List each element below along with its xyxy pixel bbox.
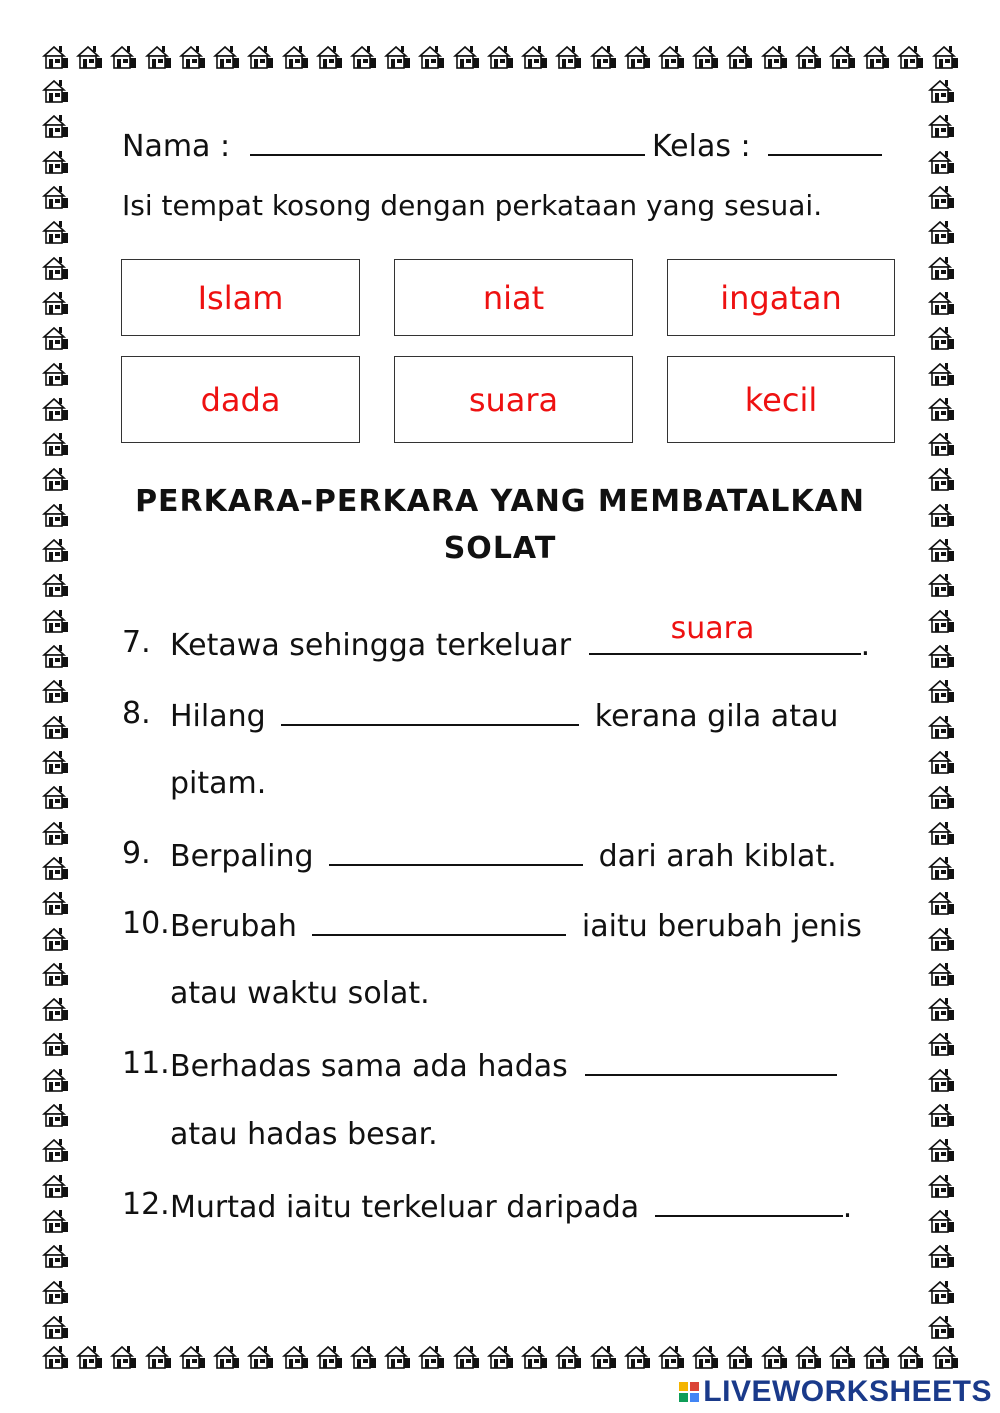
class-label: Kelas : bbox=[652, 129, 751, 164]
logo-icon bbox=[679, 1382, 699, 1402]
house-icon bbox=[863, 1344, 891, 1370]
title-line-2: SOLAT bbox=[443, 531, 557, 566]
house-icon bbox=[692, 44, 720, 70]
house-icon bbox=[928, 1243, 956, 1269]
house-icon bbox=[42, 1243, 70, 1269]
house-icon bbox=[42, 1031, 70, 1057]
name-label: Nama : bbox=[122, 129, 231, 164]
question-number: 10. bbox=[122, 906, 170, 941]
house-icon bbox=[795, 44, 823, 70]
house-icon bbox=[42, 361, 70, 387]
question-text bbox=[170, 694, 838, 737]
house-icon bbox=[487, 1344, 515, 1370]
house-icon bbox=[42, 184, 70, 210]
house-icon bbox=[110, 1344, 138, 1370]
house-icon bbox=[213, 1344, 241, 1370]
house-icon bbox=[487, 44, 515, 70]
question-text bbox=[170, 611, 871, 666]
house-icon bbox=[928, 926, 956, 952]
house-icon bbox=[590, 44, 618, 70]
question-text-before: Hilang bbox=[170, 699, 266, 734]
house-icon bbox=[42, 502, 70, 528]
house-icon bbox=[761, 44, 789, 70]
logo-text: LIVEWORKSHEETS bbox=[703, 1375, 992, 1408]
house-icon bbox=[897, 1344, 925, 1370]
house-icon bbox=[928, 608, 956, 634]
house-icon bbox=[624, 1344, 652, 1370]
name-blank[interactable] bbox=[250, 124, 645, 156]
house-icon bbox=[42, 466, 70, 492]
house-icon bbox=[42, 678, 70, 704]
house-icon bbox=[829, 1344, 857, 1370]
answer-blank[interactable] bbox=[589, 611, 861, 655]
house-icon bbox=[928, 643, 956, 669]
house-icon bbox=[453, 44, 481, 70]
liveworksheets-logo[interactable] bbox=[679, 1375, 992, 1409]
house-icon bbox=[42, 820, 70, 846]
word-box[interactable]: dada bbox=[121, 356, 360, 443]
house-icon bbox=[42, 572, 70, 598]
question-text bbox=[170, 834, 837, 877]
house-icon bbox=[624, 44, 652, 70]
name-row bbox=[122, 124, 645, 167]
house-icon bbox=[316, 44, 344, 70]
house-icon bbox=[928, 749, 956, 775]
instruction: Isi tempat kosong dengan perkataan yang sesuai. bbox=[122, 189, 823, 222]
class-blank[interactable] bbox=[768, 124, 882, 156]
house-icon bbox=[42, 996, 70, 1022]
house-icon bbox=[928, 1137, 956, 1163]
word-box[interactable]: niat bbox=[394, 259, 633, 336]
border-right bbox=[928, 78, 960, 1340]
question-10-continued: atau waktu solat. bbox=[170, 976, 430, 1011]
border-bottom bbox=[42, 1344, 960, 1372]
house-icon bbox=[42, 78, 70, 104]
house-icon bbox=[928, 255, 956, 281]
house-icon bbox=[42, 537, 70, 563]
house-icon bbox=[42, 1067, 70, 1093]
house-icon bbox=[42, 784, 70, 810]
house-icon bbox=[928, 996, 956, 1022]
question-text bbox=[170, 1044, 837, 1087]
house-icon bbox=[179, 1344, 207, 1370]
house-icon bbox=[928, 78, 956, 104]
house-icon bbox=[932, 1344, 960, 1370]
house-icon bbox=[928, 290, 956, 316]
house-icon bbox=[42, 431, 70, 457]
house-icon bbox=[42, 890, 70, 916]
house-icon bbox=[42, 749, 70, 775]
question-number: 8. bbox=[122, 696, 151, 731]
house-icon bbox=[42, 608, 70, 634]
house-icon bbox=[928, 1279, 956, 1305]
question-number: 11. bbox=[122, 1046, 170, 1081]
house-icon bbox=[928, 431, 956, 457]
question-text-before: Ketawa sehingga terkeluar bbox=[170, 628, 572, 663]
house-icon bbox=[282, 44, 310, 70]
house-icon bbox=[282, 1344, 310, 1370]
house-icon bbox=[42, 643, 70, 669]
house-icon bbox=[928, 572, 956, 598]
house-icon bbox=[928, 961, 956, 987]
answer-blank[interactable] bbox=[329, 834, 583, 866]
house-icon bbox=[42, 1102, 70, 1128]
word-box[interactable]: suara bbox=[394, 356, 633, 443]
answer-text: suara bbox=[670, 611, 755, 646]
house-icon bbox=[555, 1344, 583, 1370]
house-icon bbox=[213, 44, 241, 70]
question-text-before: Berpaling bbox=[170, 839, 314, 874]
house-icon bbox=[247, 1344, 275, 1370]
house-icon bbox=[795, 1344, 823, 1370]
house-icon bbox=[42, 1208, 70, 1234]
house-icon bbox=[42, 1173, 70, 1199]
question-text bbox=[170, 1185, 852, 1228]
house-icon bbox=[76, 44, 104, 70]
house-icon bbox=[761, 1344, 789, 1370]
border-left bbox=[42, 78, 74, 1340]
class-row bbox=[652, 124, 882, 167]
house-icon bbox=[42, 961, 70, 987]
house-icon bbox=[418, 44, 446, 70]
house-icon bbox=[863, 44, 891, 70]
word-box[interactable]: Islam bbox=[121, 259, 360, 336]
house-icon bbox=[928, 855, 956, 881]
word-box[interactable]: kecil bbox=[667, 356, 895, 443]
title-line-1: PERKARA-PERKARA YANG MEMBATALKAN bbox=[135, 484, 865, 519]
house-icon bbox=[928, 219, 956, 245]
house-icon bbox=[42, 1314, 70, 1340]
question-11-continued: atau hadas besar. bbox=[170, 1117, 438, 1152]
house-icon bbox=[928, 325, 956, 351]
house-icon bbox=[110, 44, 138, 70]
border-top bbox=[42, 44, 960, 72]
house-icon bbox=[928, 466, 956, 492]
house-icon bbox=[42, 855, 70, 881]
question-text-before: Berubah bbox=[170, 909, 297, 944]
house-icon bbox=[555, 44, 583, 70]
answer-blank[interactable] bbox=[312, 904, 566, 936]
house-icon bbox=[42, 714, 70, 740]
house-icon bbox=[928, 149, 956, 175]
question-number: 7. bbox=[122, 625, 151, 660]
house-icon bbox=[928, 396, 956, 422]
house-icon bbox=[42, 44, 70, 70]
house-icon bbox=[350, 44, 378, 70]
house-icon bbox=[384, 44, 412, 70]
house-icon bbox=[658, 1344, 686, 1370]
house-icon bbox=[418, 1344, 446, 1370]
house-icon bbox=[928, 1102, 956, 1128]
house-icon bbox=[726, 1344, 754, 1370]
house-icon bbox=[928, 537, 956, 563]
house-icon bbox=[928, 1031, 956, 1057]
house-icon bbox=[928, 890, 956, 916]
house-icon bbox=[897, 44, 925, 70]
house-icon bbox=[692, 1344, 720, 1370]
house-icon bbox=[384, 1344, 412, 1370]
question-text-before: Berhadas sama ada hadas bbox=[170, 1049, 568, 1084]
house-icon bbox=[179, 44, 207, 70]
question-text-after: . bbox=[842, 1190, 853, 1225]
house-icon bbox=[928, 184, 956, 210]
question-text-after: iaitu berubah jenis bbox=[581, 909, 862, 944]
answer-blank[interactable] bbox=[281, 694, 579, 726]
house-icon bbox=[726, 44, 754, 70]
word-box[interactable]: ingatan bbox=[667, 259, 895, 336]
house-icon bbox=[76, 1344, 104, 1370]
house-icon bbox=[658, 44, 686, 70]
house-icon bbox=[145, 1344, 173, 1370]
house-icon bbox=[145, 44, 173, 70]
house-icon bbox=[590, 1344, 618, 1370]
house-icon bbox=[42, 290, 70, 316]
house-icon bbox=[42, 219, 70, 245]
house-icon bbox=[928, 1208, 956, 1234]
question-number: 12. bbox=[122, 1187, 170, 1222]
house-icon bbox=[42, 255, 70, 281]
house-icon bbox=[928, 361, 956, 387]
house-icon bbox=[42, 1279, 70, 1305]
house-icon bbox=[42, 1137, 70, 1163]
house-icon bbox=[521, 1344, 549, 1370]
house-icon bbox=[928, 502, 956, 528]
house-icon bbox=[928, 714, 956, 740]
house-icon bbox=[928, 113, 956, 139]
house-icon bbox=[453, 1344, 481, 1370]
question-text-after: . bbox=[860, 628, 871, 663]
house-icon bbox=[42, 396, 70, 422]
house-icon bbox=[829, 44, 857, 70]
house-icon bbox=[521, 44, 549, 70]
house-icon bbox=[316, 1344, 344, 1370]
question-8-continued: pitam. bbox=[170, 766, 267, 801]
house-icon bbox=[928, 678, 956, 704]
house-icon bbox=[928, 1173, 956, 1199]
house-icon bbox=[42, 926, 70, 952]
house-icon bbox=[928, 1067, 956, 1093]
house-icon bbox=[42, 113, 70, 139]
house-icon bbox=[928, 784, 956, 810]
house-icon bbox=[42, 325, 70, 351]
question-text-after: dari arah kiblat. bbox=[598, 839, 837, 874]
house-icon bbox=[42, 1344, 70, 1370]
house-icon bbox=[932, 44, 960, 70]
answer-blank[interactable] bbox=[655, 1185, 843, 1217]
question-text-after: kerana gila atau bbox=[594, 699, 839, 734]
question-number: 9. bbox=[122, 836, 151, 871]
house-icon bbox=[350, 1344, 378, 1370]
house-icon bbox=[928, 1314, 956, 1340]
house-icon bbox=[247, 44, 275, 70]
answer-blank[interactable] bbox=[585, 1044, 837, 1076]
house-icon bbox=[928, 820, 956, 846]
house-icon bbox=[42, 149, 70, 175]
question-text bbox=[170, 904, 862, 947]
question-text-before: Murtad iaitu terkeluar daripada bbox=[170, 1190, 640, 1225]
